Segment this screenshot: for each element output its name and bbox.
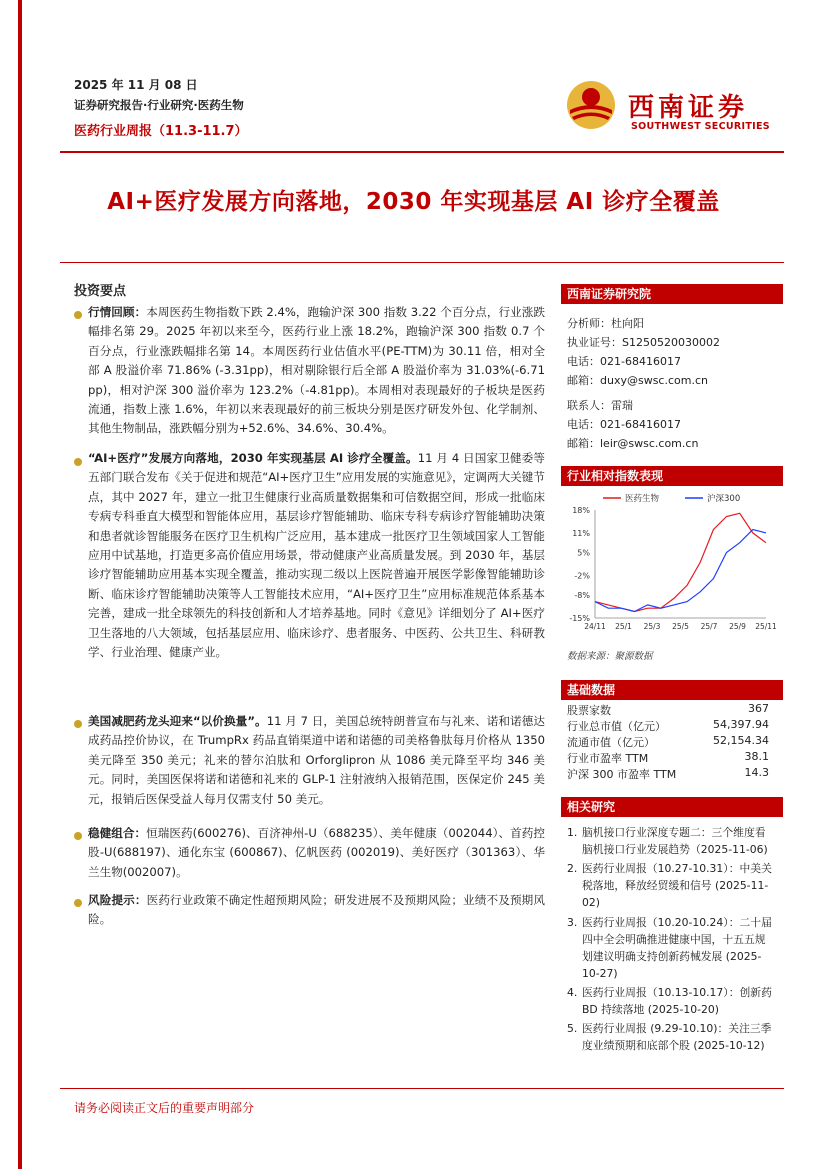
basic-row [567,702,769,718]
related-text: 医药行业周报 (9.29-10.10)：关注三季度业绩预期和底部个股 (2025-10-12) [582,1022,772,1052]
legend-label: 沪深300 [707,494,741,504]
analyst-name: 分析师：杜向阳 [567,317,644,330]
page-title: AI+医疗发展方向落地，2030 年实现基层 AI 诊疗全覆盖 [107,189,720,215]
basic-row [567,766,769,782]
related-text: 医药行业周报（10.13-10.17）：创新药 BD 持续落地 (2025-10-20) [582,986,772,1016]
title-divider [60,262,784,263]
related-item[interactable] [567,824,773,858]
summary-item-text: 医药行业政策不确定性超预期风险；研发进展不及预期风险；业绩不及预期风险。 [88,893,545,927]
summary-item-bold: 稳健组合： [88,826,147,840]
bullet-icon [74,720,82,728]
summary-item-bold: 行情回顾： [88,305,147,319]
basic-value: 14.3 [744,766,769,779]
summary-item-bold: 风险提示： [88,893,147,907]
x-tick-label: 25/3 [643,622,661,631]
summary-item-text: 11 月 7 日，美国总统特朗普宣布与礼来、诺和诺德达成药品控价协议，在 TrumpRx 药品直销渠道中诺和诺德的司美格鲁肽每月价格从 1350 美元降至 350 美元；礼来的替尔泊肽和 Orforglipron 从 1086 美元降至平均 346 美元。同时，美国医保将诺和诺德和礼来的 GLP-1 注射液纳入报销范围，医保定价 245 美元，报销后医保受益人每月仅需支付 50 美元。 [88,714,545,806]
chart-source: 数据来源：聚源数据 [567,651,653,662]
related-item[interactable] [567,860,773,911]
analyst-license: 执业证号：S1250520030002 [567,336,720,349]
related-item[interactable] [567,914,773,982]
header-divider [60,151,784,153]
x-tick-label: 25/11 [755,622,777,631]
southwest-logo-icon [566,80,616,130]
x-tick-label: 25/9 [729,622,746,631]
report-name: 医药行业周报（11.3-11.7） [74,124,248,139]
basic-row [567,718,769,734]
basic-title: 基础数据 [561,680,783,700]
contact-phone: 电话：021-68416017 [567,418,681,431]
report-date: 2025 年 11 月 08 日 [74,78,198,92]
y-tick-label: -8% [574,591,590,601]
basic-key: 沪深 300 市盈率 TTM [567,768,677,781]
y-tick-label: -2% [574,571,590,581]
x-tick-label: 25/1 [615,622,632,631]
related-num: 1. [567,826,578,839]
related-text: 脑机接口行业深度专题二：三个维度看脑机接口行业发展趋势（2025-11-06) [582,826,768,856]
series-line-沪深300 [595,530,766,612]
contact-name: 联系人：雷瑞 [567,399,633,412]
summary-item-market [88,303,545,439]
legend-label: 医药生物 [625,494,660,504]
basic-key: 行业市盈率 TTM [567,752,649,765]
relative-performance-chart [561,490,783,640]
related-item[interactable] [567,984,773,1018]
summary-item-ai-medical [88,449,545,662]
basic-value: 367 [748,702,769,715]
y-tick-label: -15% [569,614,590,623]
basic-key: 流通市值（亿元） [567,736,655,749]
summary-heading: 投资要点 [74,284,127,299]
institute-title: 西南证券研究院 [561,284,783,304]
related-num: 5. [567,1022,578,1035]
basic-row [567,750,769,766]
bullet-icon [74,458,82,466]
related-text: 医药行业周报（10.27-10.31）：中美关税落地，释放经贸缓和信号 (2025-11-02) [582,862,772,909]
related-num: 2. [567,862,578,875]
logo-text-en: SOUTHWEST SECURITIES [631,121,770,132]
summary-item-text: 恒瑞医药(600276)、百济神州-U（688235）、美年健康（002044）、首药控股-U(688197)、通化东宝 (600867)、亿帆医药 (002019)、美好医疗（301363）、华兰生物(002007)。 [88,826,545,879]
summary-item-risk [88,891,545,930]
related-item[interactable] [567,1020,773,1054]
contact-email[interactable]: 邮箱：leir@swsc.com.cn [567,437,699,450]
report-category: 证券研究报告·行业研究·医药生物 [74,98,244,112]
logo-text-cn: 西南证券 [628,93,749,123]
basic-value: 54,397.94 [713,718,769,731]
summary-item-bold: “AI+医疗”发展方向落地，2030 年实现基层 AI 诊疗全覆盖。 [88,451,418,465]
related-num: 3. [567,916,578,929]
bullet-icon [74,311,82,319]
summary-item-text: 本周医药生物指数下跌 2.4%，跑输沪深 300 指数 3.22 个百分点，行业涨跌幅排名第 29。2025 年初以来至今，医药行业上涨 18.2%，跑输沪深 300 指数 0.7 个百分点，行业涨跌幅排名第 14。本周医药行业估值水平(PE-TTM)为 30.11 倍，相对全部 A 股溢价率 71.86% (-3.31pp)，相对剔除银行后全部 A 股溢价率为 31.03%(-6.71pp)，相对沪深 300 溢价率为 123.2%（-4.81pp)。本周相对表现最好的子板块是医药流通，指数上涨 1.6%，年初以来表现最好的前三板块分别是医疗研发外包、化学制剂、其他生物制品，涨跌幅分别为+52.6%、34.6%、30.4%。 [88,305,545,436]
bullet-icon [74,832,82,840]
related-num: 4. [567,986,578,999]
y-tick-label: 11% [572,528,590,538]
summary-item-glp1 [88,712,545,809]
x-tick-label: 25/5 [672,622,689,631]
x-tick-label: 24/11 [584,622,606,631]
summary-item-bold: 美国减肥药龙头迎来“以价换量”。 [88,714,267,728]
perf-title: 行业相对指数表现 [561,466,783,486]
related-text: 医药行业周报（10.20-10.24）：二十届四中全会明确推进健康中国，十五五规划建议明确支持创新药械发展 (2025-10-27) [582,916,772,980]
series-line-医药生物 [595,513,766,611]
y-tick-label: 18% [572,506,590,515]
summary-item-portfolio [88,824,545,882]
footer-disclaimer: 请务必阅读正文后的重要声明部分 [74,1101,255,1115]
left-accent-bar [18,0,22,1169]
basic-value: 52,154.34 [713,734,769,747]
basic-key: 股票家数 [567,704,611,717]
bullet-icon [74,899,82,907]
basic-key: 行业总市值（亿元） [567,720,666,733]
basic-row [567,734,769,750]
related-title: 相关研究 [561,797,783,817]
analyst-email[interactable]: 邮箱：duxy@swsc.com.cn [567,374,708,387]
y-tick-label: 5% [577,548,590,558]
analyst-phone: 电话：021-68416017 [567,355,681,368]
x-tick-label: 25/7 [700,622,718,631]
summary-item-text: 11 月 4 日国家卫健委等五部门联合发布《关于促进和规范“AI+医疗卫生”应用发展的实施意见》，定调两大关键节点，其中 2027 年，建立一批卫生健康行业高质量数据集和可信数据空间，形成一批临床专病专科垂直大模型和智能体应用，基层诊疗智能辅助、临床专科专病诊疗智能辅助决策和患者就诊智能服务在医疗卫生机构广泛应用，基本建成一批医疗卫生领域国家人工智能应用中试基地，打造更多高价值应用场景，带动健康产业高质量发展。到 2030 年，基层诊疗智能辅助应用基本实现全覆盖，推动实现二级以上医院普遍开展医学影像智能辅助诊断、临床诊疗智能辅助决策等人工智能技术应用，“AI+医疗卫生”应用标准规范体系基本完善，建成一批全球领先的科技创新和人才培养基地。同时《意见》详细划分了 AI+医疗卫生落地的八大领域，包括基层应用、临床诊疗、患者服务、中医药、公共卫生、科研教学、行业治理、健康产业。 [88,451,546,660]
footer-divider [60,1088,784,1089]
basic-value: 38.1 [744,750,769,763]
